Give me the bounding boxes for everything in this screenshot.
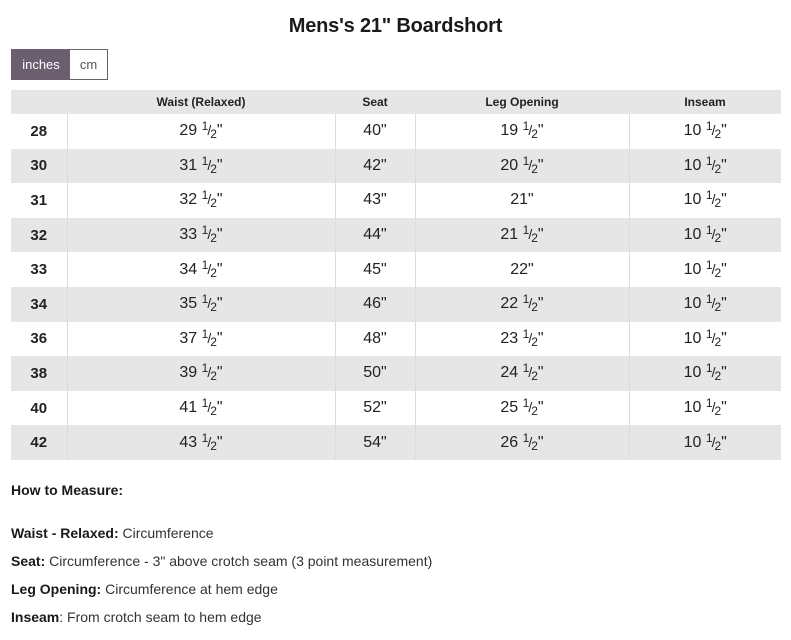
whole-number: 34 — [179, 260, 198, 278]
fraction-numerator: 1 — [705, 430, 713, 445]
header-seat: Seat — [335, 90, 415, 114]
unit-mark: " — [721, 329, 727, 347]
fraction — [201, 153, 217, 176]
fraction — [522, 223, 538, 246]
fraction-numerator: 1 — [522, 430, 530, 445]
fraction-bar: / — [528, 156, 533, 173]
fraction-denominator: 2 — [210, 127, 217, 142]
fraction-numerator: 1 — [522, 119, 530, 134]
fraction-denominator: 2 — [714, 334, 722, 349]
size-cell: 38 — [11, 356, 67, 391]
fraction — [201, 326, 217, 349]
table-row — [11, 218, 781, 253]
fraction-numerator: 1 — [522, 326, 530, 341]
whole-number: 10 — [683, 191, 702, 209]
fraction-denominator: 2 — [210, 438, 217, 453]
whole-number: 39 — [179, 364, 198, 382]
fraction-numerator: 1 — [201, 326, 209, 341]
size-cell: 33 — [11, 252, 67, 287]
fraction-bar: / — [528, 364, 533, 381]
size-cell: 42 — [11, 425, 67, 460]
waist-cell — [67, 149, 335, 184]
fraction-bar: / — [528, 226, 533, 243]
fraction-denominator: 2 — [210, 196, 217, 211]
seat-cell: 45" — [335, 252, 415, 287]
whole-number: 20 — [500, 156, 519, 174]
fraction-denominator: 2 — [210, 369, 217, 384]
size-cell: 40 — [11, 391, 67, 426]
waist-cell — [67, 425, 335, 460]
leg-opening-cell — [415, 114, 629, 149]
inches-button[interactable]: inches — [12, 50, 70, 79]
size-cell: 28 — [11, 114, 67, 149]
fraction — [705, 292, 722, 315]
fraction-denominator: 2 — [714, 265, 722, 280]
unit-mark: " — [537, 156, 544, 174]
size-chart-table — [11, 90, 781, 460]
fraction — [522, 119, 538, 142]
fraction — [522, 326, 538, 349]
definition-text: Circumference at hem edge — [101, 581, 278, 597]
inseam-cell — [629, 391, 781, 426]
fraction-numerator: 1 — [705, 292, 713, 307]
fraction-bar: / — [711, 122, 716, 139]
inseam-cell — [629, 114, 781, 149]
fraction-numerator: 1 — [705, 153, 713, 168]
fraction — [705, 326, 722, 349]
seat-cell: 44" — [335, 218, 415, 253]
whole-number: 10 — [683, 295, 702, 313]
fraction-bar: / — [711, 433, 716, 450]
fraction-numerator: 1 — [201, 153, 209, 168]
leg-opening-cell: 21" — [415, 183, 629, 218]
fraction-numerator: 1 — [201, 396, 209, 411]
fraction-bar: / — [528, 433, 533, 450]
fraction-bar: / — [528, 295, 533, 312]
inseam-cell — [629, 183, 781, 218]
leg-opening-cell — [415, 149, 629, 184]
fraction-bar: / — [711, 295, 716, 312]
header-leg-opening: Leg Opening — [415, 90, 629, 114]
unit-mark: " — [216, 122, 223, 140]
leg-opening-cell: 22" — [415, 252, 629, 287]
fraction-denominator: 2 — [714, 404, 722, 419]
whole-number: 37 — [179, 329, 198, 347]
size-cell: 36 — [11, 322, 67, 357]
whole-number: 33 — [179, 226, 198, 244]
waist-cell — [67, 356, 335, 391]
whole-number: 10 — [683, 399, 702, 417]
unit-mark: " — [721, 191, 727, 209]
inseam-cell — [629, 322, 781, 357]
unit-mark: " — [721, 399, 727, 417]
fraction-bar: / — [207, 156, 212, 173]
inseam-cell — [629, 356, 781, 391]
fraction — [201, 223, 217, 246]
fraction — [201, 361, 217, 384]
fraction-bar: / — [207, 329, 212, 346]
fraction-bar: / — [207, 364, 212, 381]
waist-cell — [67, 114, 335, 149]
fraction — [201, 188, 217, 211]
fraction — [705, 396, 722, 419]
fraction — [705, 153, 722, 176]
size-cell: 31 — [11, 183, 67, 218]
fraction-denominator: 2 — [714, 231, 722, 246]
fraction-numerator: 1 — [522, 223, 530, 238]
seat-cell: 46" — [335, 287, 415, 322]
fraction-bar: / — [207, 226, 212, 243]
definition-seat — [11, 553, 432, 569]
fraction-denominator: 2 — [210, 404, 217, 419]
fraction — [705, 119, 722, 142]
whole-number: 23 — [500, 329, 519, 347]
unit-mark: " — [721, 260, 727, 278]
whole-number: 41 — [179, 399, 198, 417]
fraction-denominator: 2 — [531, 404, 538, 419]
fraction-numerator: 1 — [705, 257, 713, 272]
waist-cell — [67, 322, 335, 357]
fraction — [705, 430, 722, 453]
fraction-bar: / — [207, 260, 212, 277]
whole-number: 10 — [683, 226, 702, 244]
fraction-denominator: 2 — [531, 161, 538, 176]
table-row — [11, 183, 781, 218]
fraction-denominator: 2 — [714, 438, 722, 453]
table-row — [11, 425, 781, 460]
fraction-bar: / — [207, 433, 212, 450]
fraction — [705, 361, 722, 384]
whole-number: 10 — [683, 156, 702, 174]
fraction-numerator: 1 — [201, 292, 209, 307]
unit-mark: " — [537, 295, 544, 313]
fraction-bar: / — [528, 122, 533, 139]
fraction-numerator: 1 — [201, 223, 209, 238]
unit-mark: " — [537, 329, 544, 347]
fraction-denominator: 2 — [531, 369, 538, 384]
fraction — [201, 257, 217, 280]
definition-term: Seat: — [11, 553, 46, 569]
fraction — [201, 292, 217, 315]
whole-number: 35 — [179, 295, 198, 313]
unit-mark: " — [721, 156, 727, 174]
header-waist: Waist (Relaxed) — [67, 90, 335, 114]
fraction-denominator: 2 — [714, 300, 722, 315]
fraction — [201, 396, 217, 419]
fraction-denominator: 2 — [714, 161, 722, 176]
header-size — [11, 90, 67, 114]
fraction-numerator: 1 — [705, 326, 713, 341]
size-cell: 30 — [11, 149, 67, 184]
waist-cell — [67, 287, 335, 322]
table-header-row — [11, 90, 781, 114]
unit-mark: " — [721, 364, 727, 382]
unit-mark: " — [721, 433, 727, 451]
definition-text: Circumference — [118, 525, 214, 541]
seat-cell: 52" — [335, 391, 415, 426]
fraction-numerator: 1 — [522, 361, 530, 376]
fraction-bar: / — [207, 191, 212, 208]
unit-mark: " — [721, 226, 727, 244]
size-cell: 32 — [11, 218, 67, 253]
table-row — [11, 391, 781, 426]
whole-number: 43 — [179, 433, 198, 451]
fraction-numerator: 1 — [201, 119, 209, 134]
unit-mark: " — [216, 399, 223, 417]
fraction-numerator: 1 — [522, 153, 530, 168]
fraction — [705, 188, 722, 211]
fraction-bar: / — [711, 260, 716, 277]
leg-opening-cell — [415, 356, 629, 391]
fraction — [201, 119, 217, 142]
waist-cell — [67, 391, 335, 426]
fraction — [522, 292, 538, 315]
unit-mark: " — [216, 156, 223, 174]
definition-leg-opening — [11, 581, 278, 597]
fraction-numerator: 1 — [201, 188, 209, 203]
unit-mark: " — [537, 364, 544, 382]
fraction-numerator: 1 — [201, 430, 209, 445]
unit-mark: " — [216, 329, 223, 347]
definition-inseam — [11, 609, 262, 625]
table-row — [11, 252, 781, 287]
fraction — [522, 153, 538, 176]
waist-cell — [67, 218, 335, 253]
fraction-numerator: 1 — [201, 361, 209, 376]
fraction-denominator: 2 — [714, 369, 722, 384]
fraction-denominator: 2 — [210, 334, 217, 349]
fraction-denominator: 2 — [714, 196, 722, 211]
seat-cell: 43" — [335, 183, 415, 218]
fraction-bar: / — [528, 329, 533, 346]
unit-mark: " — [216, 191, 223, 209]
whole-number: 32 — [179, 191, 198, 209]
fraction-bar: / — [711, 399, 716, 416]
cm-button[interactable]: cm — [70, 50, 107, 79]
leg-opening-cell — [415, 218, 629, 253]
unit-mark: " — [721, 122, 727, 140]
fraction-numerator: 1 — [705, 223, 713, 238]
whole-number: 10 — [683, 433, 702, 451]
definition-text: : From crotch seam to hem edge — [59, 609, 262, 625]
inseam-cell — [629, 425, 781, 460]
fraction-denominator: 2 — [210, 231, 217, 246]
how-to-measure-heading: How to Measure: — [11, 482, 124, 498]
unit-mark: " — [537, 226, 544, 244]
fraction — [522, 361, 538, 384]
definition-term: Waist - Relaxed: — [11, 525, 119, 541]
inseam-cell — [629, 149, 781, 184]
whole-number: 19 — [500, 122, 519, 140]
inseam-cell — [629, 252, 781, 287]
definition-text: Circumference - 3" above crotch seam (3 point measurement) — [45, 553, 433, 569]
leg-opening-cell — [415, 391, 629, 426]
whole-number: 29 — [179, 122, 198, 140]
table-row — [11, 149, 781, 184]
leg-opening-cell — [415, 287, 629, 322]
fraction-numerator: 1 — [705, 188, 713, 203]
fraction-bar: / — [711, 329, 716, 346]
whole-number: 24 — [500, 364, 519, 382]
fraction-bar: / — [207, 122, 212, 139]
inseam-cell — [629, 287, 781, 322]
fraction-numerator: 1 — [705, 119, 713, 134]
seat-cell: 48" — [335, 322, 415, 357]
waist-cell — [67, 252, 335, 287]
unit-mark: " — [721, 295, 727, 313]
fraction-bar: / — [528, 399, 533, 416]
table-row — [11, 114, 781, 149]
leg-opening-cell — [415, 322, 629, 357]
seat-cell: 54" — [335, 425, 415, 460]
whole-number: 25 — [500, 399, 519, 417]
fraction-denominator: 2 — [531, 300, 538, 315]
definition-waist — [11, 525, 214, 541]
fraction-denominator: 2 — [531, 127, 538, 142]
fraction — [522, 430, 538, 453]
header-inseam: Inseam — [629, 90, 781, 114]
fraction-denominator: 2 — [531, 231, 538, 246]
fraction — [705, 223, 722, 246]
fraction-bar: / — [711, 191, 716, 208]
whole-number: 10 — [683, 364, 702, 382]
seat-cell: 40" — [335, 114, 415, 149]
fraction-denominator: 2 — [210, 265, 217, 280]
fraction-numerator: 1 — [705, 396, 713, 411]
whole-number: 10 — [683, 122, 702, 140]
fraction-bar: / — [711, 226, 716, 243]
fraction-bar: / — [711, 156, 716, 173]
fraction-bar: / — [207, 295, 212, 312]
table-row — [11, 356, 781, 391]
page-title: Mens's 21" Boardshort — [288, 15, 503, 37]
whole-number: 31 — [179, 156, 198, 174]
table-row — [11, 322, 781, 357]
waist-cell — [67, 183, 335, 218]
inseam-cell — [629, 218, 781, 253]
whole-number: 26 — [500, 433, 519, 451]
fraction-denominator: 2 — [210, 161, 217, 176]
fraction — [522, 396, 538, 419]
size-cell: 34 — [11, 287, 67, 322]
unit-toggle — [11, 49, 108, 80]
definition-term: Inseam — [11, 609, 60, 625]
whole-number: 22 — [500, 295, 519, 313]
whole-number: 21 — [500, 226, 519, 244]
definition-term: Leg Opening: — [11, 581, 102, 597]
unit-mark: " — [216, 260, 223, 278]
fraction-denominator: 2 — [714, 127, 722, 142]
leg-opening-cell — [415, 425, 629, 460]
unit-mark: " — [216, 433, 223, 451]
table-row — [11, 287, 781, 322]
whole-number: 10 — [683, 329, 702, 347]
seat-cell: 42" — [335, 149, 415, 184]
unit-mark: " — [537, 122, 544, 140]
unit-mark: " — [216, 295, 223, 313]
seat-cell: 50" — [335, 356, 415, 391]
unit-mark: " — [216, 226, 223, 244]
fraction-numerator: 1 — [705, 361, 713, 376]
fraction-denominator: 2 — [531, 334, 538, 349]
fraction — [705, 257, 722, 280]
fraction — [201, 430, 217, 453]
unit-mark: " — [216, 364, 223, 382]
unit-mark: " — [537, 399, 544, 417]
unit-mark: " — [537, 433, 544, 451]
fraction-bar: / — [711, 364, 716, 381]
fraction-numerator: 1 — [522, 292, 530, 307]
whole-number: 10 — [683, 260, 702, 278]
fraction-bar: / — [207, 399, 212, 416]
fraction-denominator: 2 — [210, 300, 217, 315]
fraction-numerator: 1 — [201, 257, 209, 272]
fraction-denominator: 2 — [531, 438, 538, 453]
fraction-numerator: 1 — [522, 396, 530, 411]
